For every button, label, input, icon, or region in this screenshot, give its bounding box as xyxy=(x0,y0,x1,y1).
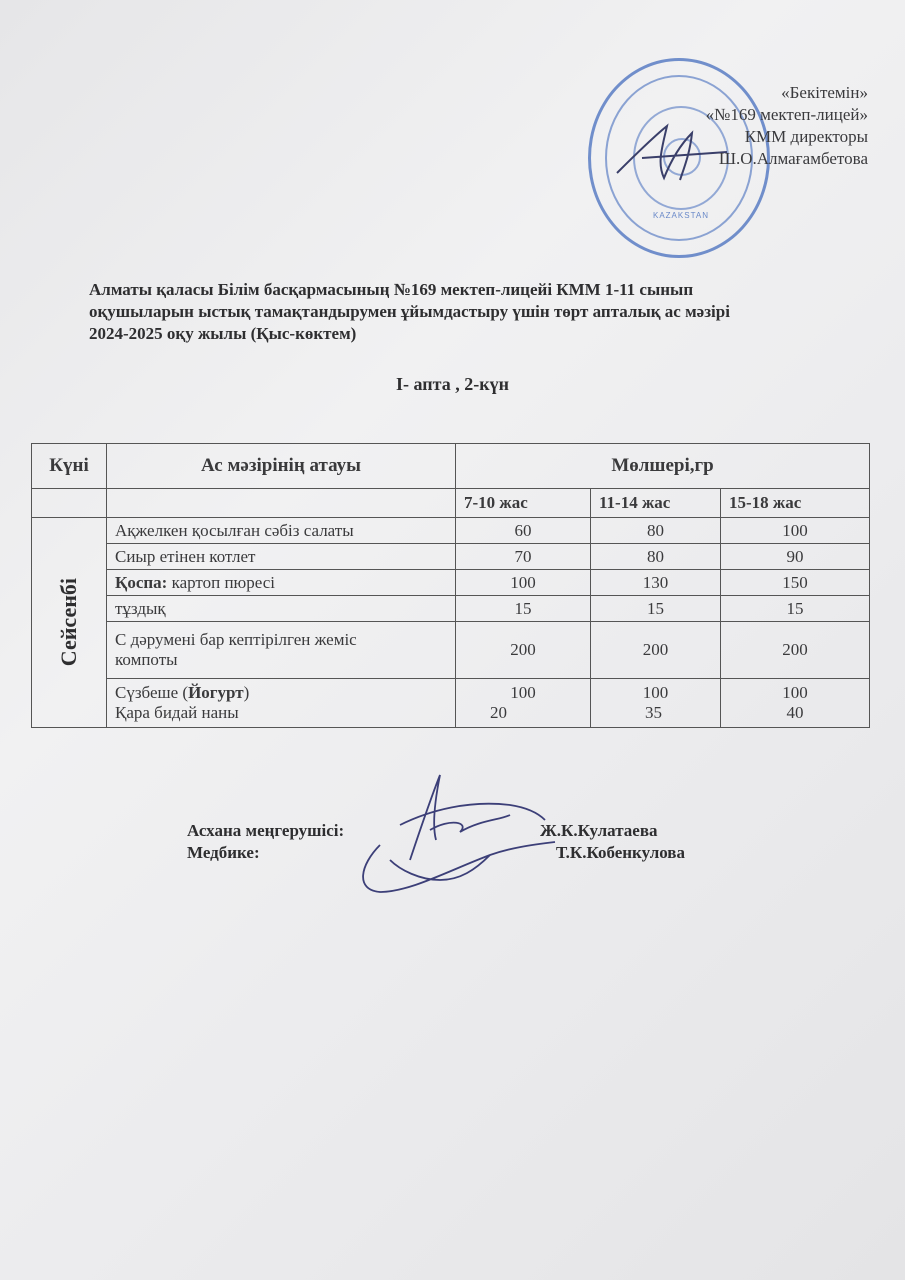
dish-prefix: Қоспа: xyxy=(115,572,168,592)
signature-names xyxy=(540,820,685,864)
title-line: 2024-2025 оқу жылы (Қыс-көктем) xyxy=(89,324,357,343)
signature-roles xyxy=(187,820,344,864)
amount-value: 40 xyxy=(786,703,804,722)
day-label: Сейсенбі xyxy=(56,578,81,667)
amount-cell: 200 xyxy=(591,622,721,679)
dish-name: Ақжелкен қосылған сәбіз салаты xyxy=(107,518,456,544)
age-group: 15-18 жас xyxy=(721,489,870,518)
dish-name xyxy=(107,570,456,596)
table-row xyxy=(32,622,870,679)
amount-cell: 200 xyxy=(456,622,591,679)
table-row xyxy=(32,596,870,622)
amount-cell: 90 xyxy=(721,544,870,570)
amount-value: 100 xyxy=(510,683,536,702)
dish-name: С дәрумені бар кептірілген жеміс компоты xyxy=(107,622,456,679)
header-row xyxy=(32,444,870,489)
day-cell xyxy=(32,518,107,728)
dish-bold: Йогурт xyxy=(188,683,244,702)
table-row xyxy=(32,518,870,544)
name-kitchen-head: Ж.К.Кулатаева xyxy=(540,821,658,840)
table-row xyxy=(32,679,870,728)
amount-cell: 15 xyxy=(456,596,591,622)
age-group: 11-14 жас xyxy=(591,489,721,518)
approval-line: Ш.О.Алмағамбетова xyxy=(718,149,868,168)
table-row xyxy=(32,544,870,570)
amount-cell: 60 xyxy=(456,518,591,544)
approval-block xyxy=(706,82,868,170)
empty-cell xyxy=(107,489,456,518)
header-day: Күні xyxy=(32,444,107,489)
amount-cell: 15 xyxy=(721,596,870,622)
menu-table xyxy=(31,443,870,728)
age-group: 7-10 жас xyxy=(456,489,591,518)
approval-line: КММ директоры xyxy=(744,127,868,146)
name-nurse: Т.К.Кобенкулова xyxy=(556,843,685,862)
age-group-row xyxy=(32,489,870,518)
amount-cell: 100 xyxy=(721,518,870,544)
approval-line: «Бекітемін» xyxy=(781,83,868,102)
table-row xyxy=(32,570,870,596)
amount-cell xyxy=(591,679,721,728)
amount-cell: 200 xyxy=(721,622,870,679)
dish-name: тұздық xyxy=(107,596,456,622)
amount-cell: 70 xyxy=(456,544,591,570)
dish-text: Сүзбеше ( xyxy=(115,683,189,702)
amount-value: 100 xyxy=(642,683,669,702)
dish-text: Қара бидай наны xyxy=(115,703,239,722)
week-day-subtitle: І- апта , 2-күн xyxy=(396,374,509,394)
dish-name xyxy=(107,679,456,728)
amount-cell: 130 xyxy=(591,570,721,596)
amount-cell: 80 xyxy=(591,544,721,570)
role-nurse: Медбике: xyxy=(187,843,260,862)
amount-cell: 80 xyxy=(591,518,721,544)
handwritten-signature-icon xyxy=(340,770,560,900)
amount-cell xyxy=(456,679,591,728)
amount-cell: 100 xyxy=(456,570,591,596)
approval-line: «№169 мектеп-лицей» xyxy=(705,105,868,124)
dish-text: ) xyxy=(243,683,250,702)
dish-name: Сиыр етінен котлет xyxy=(107,544,456,570)
title-line: Алматы қаласы Білім басқармасының №169 мектеп-лицейі КММ 1-11 сынып xyxy=(89,280,694,299)
dish-text: картоп пюресі xyxy=(167,572,275,592)
title-line: оқушыларын ыстық тамақтандырумен ұйымдастыру үшін төрт апталық ас мәзірі xyxy=(89,302,730,321)
amount-value: 20 xyxy=(490,703,507,722)
amount-value: 35 xyxy=(645,703,662,722)
amount-cell xyxy=(721,679,870,728)
amount-cell: 150 xyxy=(721,570,870,596)
stamp-country-text: KAZAKSTAN xyxy=(653,211,709,220)
role-kitchen-head: Асхана меңгерушісі: xyxy=(187,821,345,840)
header-dish: Ас мәзірінің атауы xyxy=(107,444,456,489)
amount-cell: 15 xyxy=(591,596,721,622)
header-amount: Мөлшері,гр xyxy=(456,444,870,489)
document-title xyxy=(89,279,879,345)
empty-cell xyxy=(32,489,107,518)
amount-value: 100 xyxy=(782,683,808,702)
